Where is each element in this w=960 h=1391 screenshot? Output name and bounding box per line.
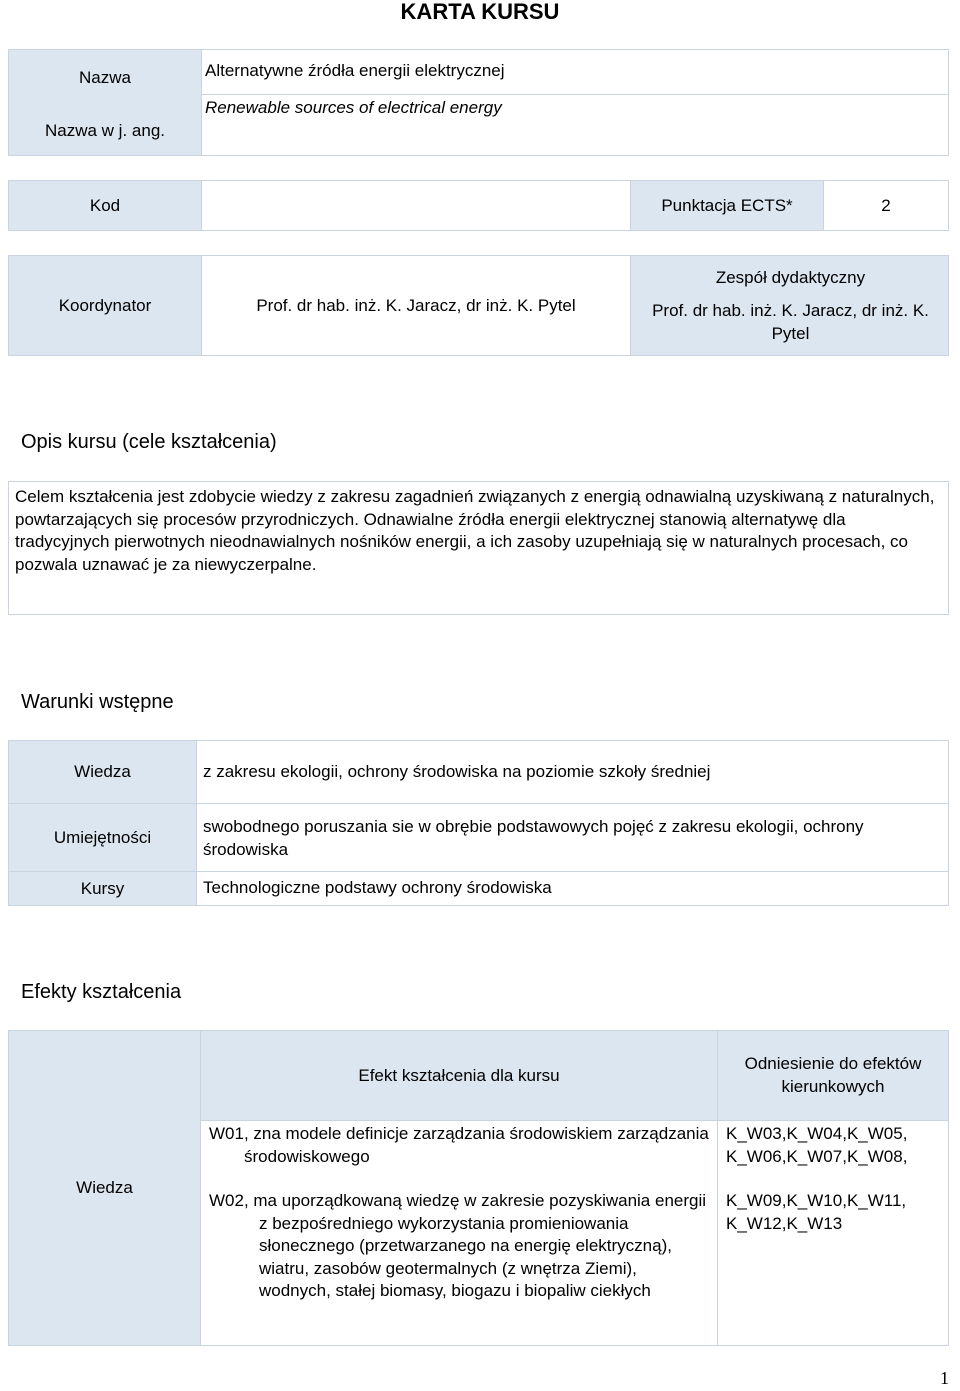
outcomes-col-reference: Odniesienie do efektów kierunkowych <box>717 1030 949 1121</box>
prereq-value-skills-text: swobodnego poruszania sie w obrębie podstawowych pojęć z zakresu ekologii, ochrony środowiska <box>203 817 864 859</box>
ects-label: Punktacja ECTS* <box>630 180 824 231</box>
name-en-label: Nazwa w j. ang. <box>45 121 165 140</box>
code-label: Kod <box>8 180 202 231</box>
outcomes-heading: Efekty kształcenia <box>21 981 182 1003</box>
prereq-label-knowledge: Wiedza <box>8 740 197 804</box>
prereq-value-knowledge-text: z zakresu ekologii, ochrony środowiska na poziomie szkoły średniej <box>203 762 711 781</box>
name-label-cell <box>8 49 202 156</box>
effect-w02: W02, ma uporządkowaną wiedzę w zakresie pozyskiwania energii z bezpośredniego wykorzystania promieniowania słonecznego (przetwarzanego na energię elektryczną), wiatru, zasobów geotermalnych (z wnętrza Ziemi), wodnych, stałej biomasy, biogazu i biopaliw ciekłych <box>209 1191 707 1300</box>
team-cell <box>630 255 949 356</box>
description-heading: Opis kursu (cele kształcenia) <box>21 431 277 453</box>
description-text: Celem kształcenia jest zdobycie wiedzy z zakresu zagadnień związanych z energią odnawialną uzyskiwaną z naturalnych, powtarzających się procesów przyrodniczych. Odnawialne źródła energii elektrycznej stanowią alternatywę dla tradycyjnych pierwotnych nieodnawialnych nośników energii, a ich zasoby uzupełniają się w naturalnych procesach, co pozwala uznawać je za niewyczerpalne. <box>8 481 949 615</box>
name-label: Nazwa <box>79 68 131 87</box>
prerequisites-heading: Warunki wstępne <box>21 691 174 713</box>
ects-value: 2 <box>823 180 949 231</box>
effect-w01: W01, zna modele definicje zarządzania środowiskiem zarządzania środowiskowego <box>209 1124 709 1166</box>
reference-w02: K_W09,K_W10,K_W11, K_W12,K_W13 <box>726 1191 907 1233</box>
prereq-value-skills <box>196 803 949 872</box>
name-value-text: Alternatywne źródła energii elektrycznej <box>205 61 505 80</box>
team-label: Zespół dydaktyczny <box>715 268 866 287</box>
prereq-label-courses: Kursy <box>8 871 197 906</box>
prereq-value-knowledge <box>196 740 949 804</box>
outcomes-references-cell <box>717 1120 949 1346</box>
reference-w01: K_W03,K_W04,K_W05, K_W06,K_W07,K_W08, <box>726 1124 908 1166</box>
name-value <box>201 49 949 95</box>
team-value: Prof. dr hab. inż. K. Jaracz, dr inż. K. Pytel <box>652 301 929 343</box>
name-en-value <box>201 94 949 156</box>
outcomes-effects-cell <box>200 1120 718 1346</box>
coordinator-label: Koordynator <box>8 255 202 356</box>
prereq-value-courses-text: Technologiczne podstawy ochrony środowiska <box>203 878 552 897</box>
prereq-label-skills: Umiejętności <box>8 803 197 872</box>
page-title: KARTA KURSU <box>400 0 560 24</box>
name-en-value-text: Renewable sources of electrical energy <box>205 98 502 117</box>
outcomes-row-label: Wiedza <box>8 1030 201 1346</box>
page-number: 1 <box>940 1368 949 1388</box>
code-value <box>201 180 631 231</box>
outcomes-col-effect: Efekt kształcenia dla kursu <box>200 1030 718 1121</box>
coordinator-value: Prof. dr hab. inż. K. Jaracz, dr inż. K. Pytel <box>201 255 631 356</box>
prereq-value-courses <box>196 871 949 906</box>
